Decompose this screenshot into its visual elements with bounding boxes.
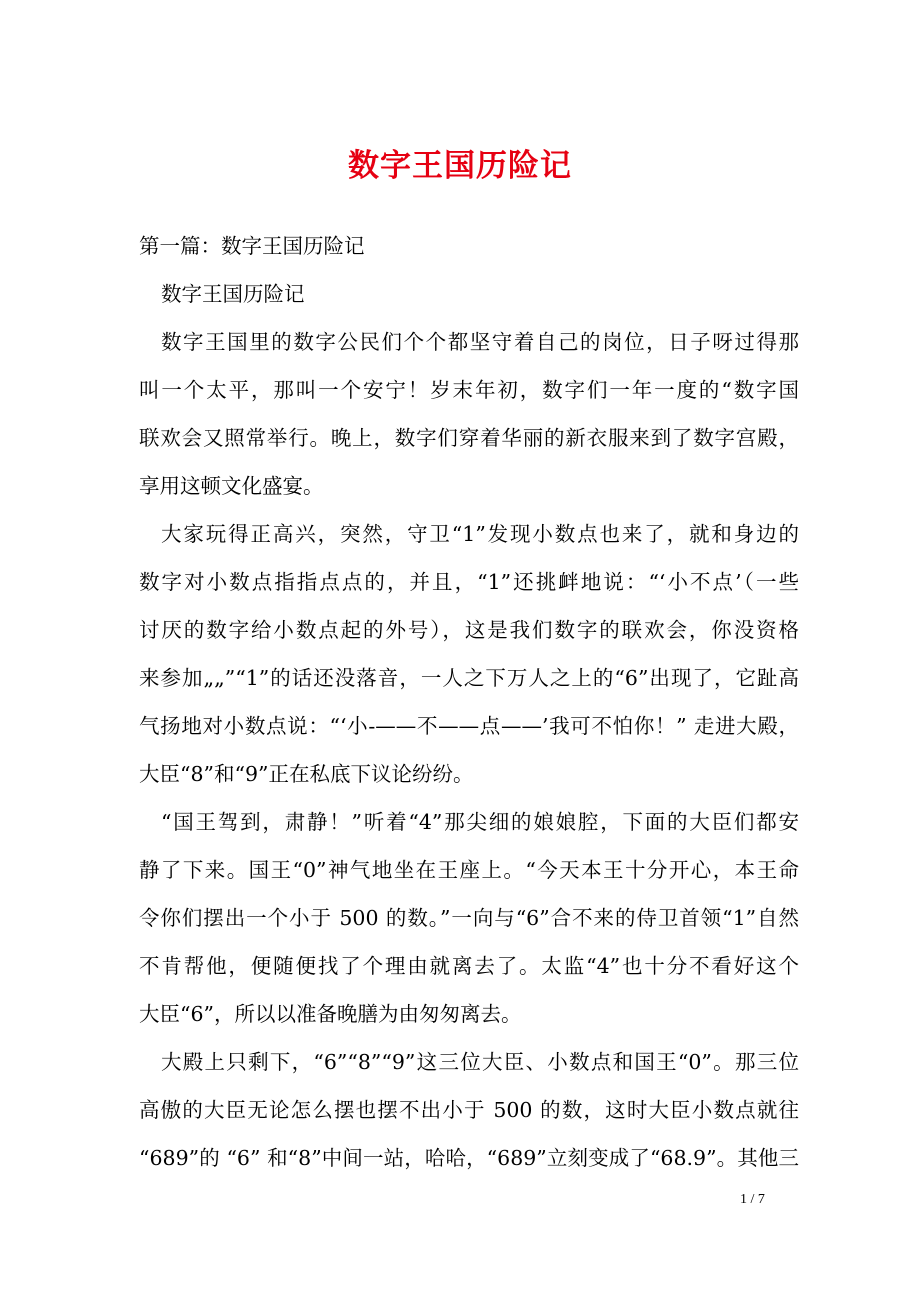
paragraph-line: “689”的 “6” 和“8”中间一站，哈哈，“689”立刻变成了“68.9”。其他三 bbox=[139, 1146, 799, 1170]
paragraph-line: 大家玩得正高兴，突然，守卫“1”发现小数点也来了，就和身边的 bbox=[161, 522, 799, 546]
paragraph-line: 气扬地对小数点说：“‘小-——不——点——’我可不怕你！” 走进大殿， bbox=[139, 714, 799, 738]
paragraph-line: 享用这顿文化盛宴。 bbox=[139, 474, 324, 498]
paragraph-line: “国王驾到，肃静！”听着“4”那尖细的娘娘腔，下面的大臣们都安 bbox=[161, 810, 799, 834]
section-heading: 第一篇：数字王国历险记 bbox=[139, 234, 365, 258]
paragraph-line: 大臣“6”，所以以准备晚膳为由匆匆离去。 bbox=[139, 1002, 522, 1026]
paragraph-line: 联欢会又照常举行。晚上，数字们穿着华丽的新衣服来到了数字宫殿， bbox=[139, 426, 799, 450]
page-number: 1 / 7 bbox=[740, 1192, 765, 1207]
paragraph-line: 大殿上只剩下，“6”“8”“9”这三位大臣、小数点和国王“0”。那三位 bbox=[161, 1050, 799, 1074]
paragraph-line: 不肯帮他，便随便找了个理由就离去了。太监“4”也十分不看好这个 bbox=[139, 954, 799, 978]
paragraph-line: 数字王国里的数字公民们个个都坚守着自己的岗位，日子呀过得那 bbox=[161, 330, 799, 354]
paragraph-line: 静了下来。国王“0”神气地坐在王座上。“今天本王十分开心，本王命 bbox=[139, 858, 799, 882]
paragraph-line: 高傲的大臣无论怎么摆也摆不出小于 500 的数，这时大臣小数点就往 bbox=[139, 1098, 799, 1122]
subheading: 数字王国历险记 bbox=[161, 282, 305, 306]
paragraph-line: 大臣“8”和“9”正在私底下议论纷纷。 bbox=[139, 762, 474, 786]
paragraph-line: 讨厌的数字给小数点起的外号），这是我们数字的联欢会，你没资格 bbox=[139, 618, 799, 642]
paragraph-line: 来参加„„”“1”的话还没落音，一人之下万人之上的“6”出现了，它趾高 bbox=[139, 666, 799, 690]
paragraph-line: 数字对小数点指指点点的，并且，“1”还挑衅地说：“‘小不点’（一些 bbox=[139, 570, 799, 594]
paragraph-line: 令你们摆出一个小于 500 的数。”一向与“6”合不来的侍卫首领“1”自然 bbox=[139, 906, 799, 930]
document-title: 数字王国历险记 bbox=[348, 148, 572, 184]
paragraph-line: 叫一个太平，那叫一个安宁！岁末年初，数字们一年一度的“数字国 bbox=[139, 378, 799, 402]
